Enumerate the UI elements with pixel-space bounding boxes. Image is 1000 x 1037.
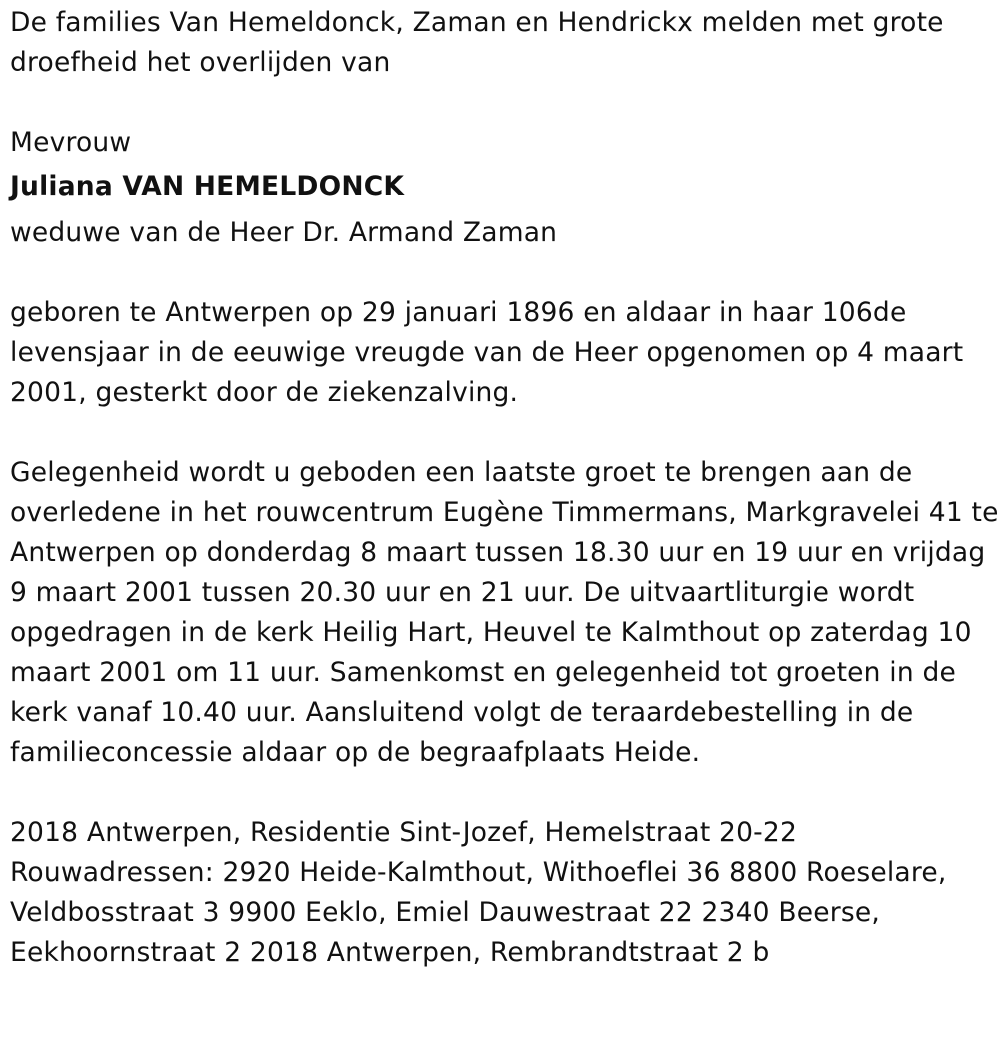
salutation: Mevrouw (10, 127, 132, 158)
widow-of-text: weduwe van de Heer Dr. Armand Zaman (10, 217, 558, 248)
spacer (10, 773, 1000, 813)
addresses-text: 2018 Antwerpen, Residentie Sint-Jozef, Hemelstraat 20-22 Rouwadressen: 2920 Heide-Kalmthout, Withoeflei 36 8800 Roeselare, Veldbosstraat 3 9900 Eeklo, Emiel Dauwestraat 22 2340 Beerse, Eekhoornstraat 2 2018 Antwerpen, Rembrandtstraat 2 b (10, 817, 947, 968)
spacer (10, 413, 1000, 453)
spacer (10, 83, 1000, 123)
ceremony-text: Gelegenheid wordt u geboden een laatste groet te brengen aan de overledene in het rouwcentrum Eugène Timmermans, Markgravelei 41 te Antwerpen op donderdag 8 maart tussen 18.30 uur en 19 uur en vrijdag 9 maart 2001 tussen 20.30 uur en 21 uur. De uitvaartliturgie wordt opgedragen in de kerk Heilig Hart, Heuvel te Kalmthout op zaterdag 10 maart 2001 om 11 uur. Samenkomst en gelegenheid tot groeten in de kerk vanaf 10.40 uur. Aansluitend volgt de teraardebestelling in de familieconcessie aldaar op de begraafplaats Heide. (10, 457, 999, 768)
intro-text: De families Van Hemeldonck, Zaman en Hendrickx melden met grote droefheid het overlijden van (10, 7, 944, 78)
deceased-name: Juliana VAN HEMELDONCK (10, 171, 405, 202)
spacer (10, 253, 1000, 293)
birth-death-text: geboren te Antwerpen op 29 januari 1896 en aldaar in haar 106de levensjaar in de eeuwige vreugde van de Heer opgenomen op 4 maart 2001, gesterkt door de ziekenzalving. (10, 297, 964, 408)
